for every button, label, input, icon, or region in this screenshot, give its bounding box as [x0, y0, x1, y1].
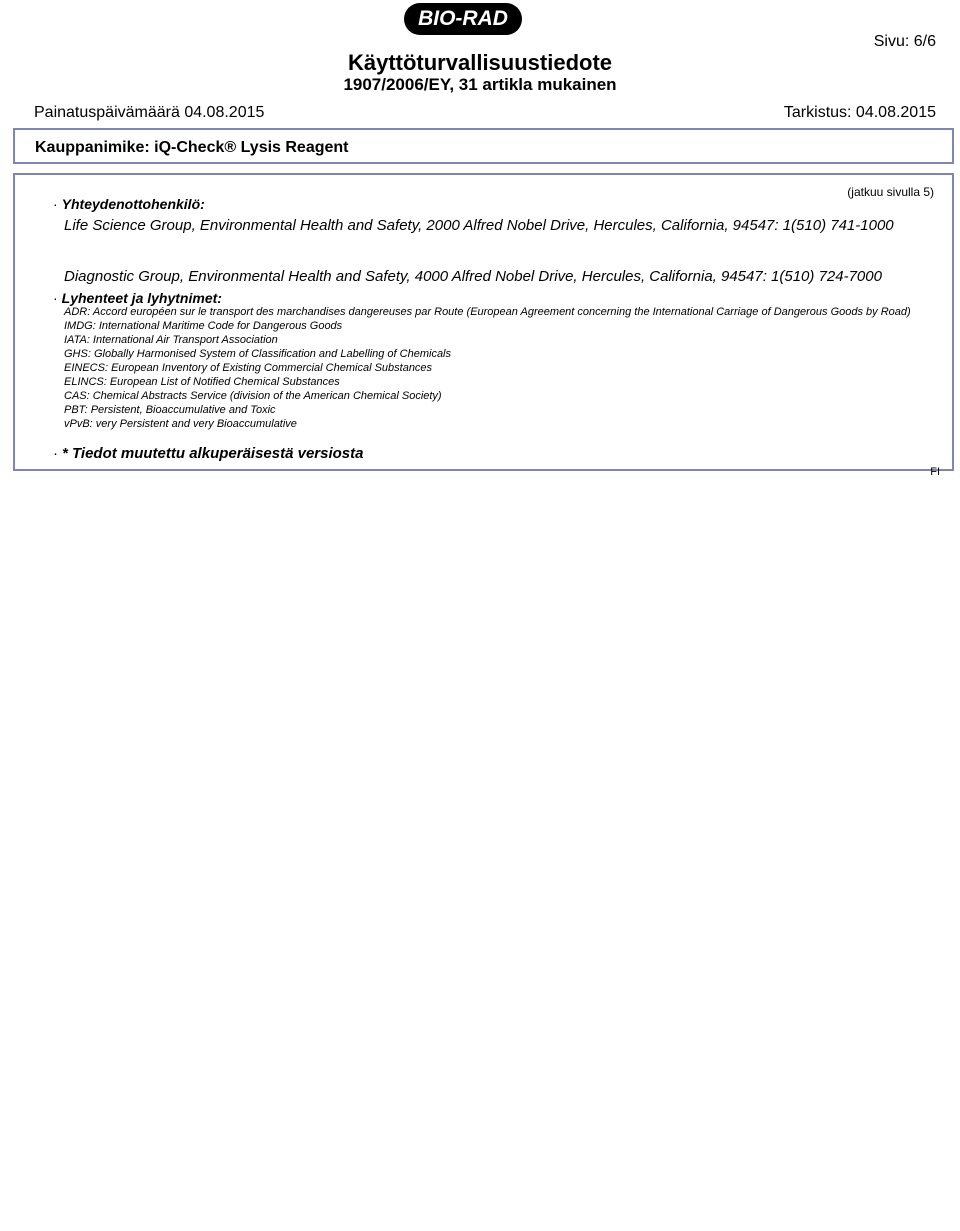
contact-life-science: Life Science Group, Environmental Health and Safety, 2000 Alfred Nobel Drive, Hercules, California, 94547: 1(510) 741-1000: [64, 217, 894, 234]
contact-heading: [53, 196, 205, 212]
bullet-dot: ·: [53, 445, 58, 462]
abbreviation-item: IMDG: International Maritime Code for Dangerous Goods: [64, 320, 343, 332]
changed-note: [53, 445, 364, 462]
abbreviation-item: IATA: International Air Transport Association: [64, 334, 278, 346]
product-name-box: [13, 128, 954, 164]
bullet-dot: ·: [53, 196, 58, 212]
abbreviation-item: GHS: Globally Harmonised System of Classification and Labelling of Chemicals: [64, 348, 452, 360]
document-title: Käyttöturvallisuustiedote: [347, 50, 613, 75]
abbreviations-heading: [53, 290, 222, 306]
continued-note: (jatkuu sivulla 5): [847, 185, 934, 199]
product-name: Kauppanimike: iQ-Check® Lysis Reagent: [35, 139, 349, 156]
content-box: [13, 173, 954, 471]
print-date: Painatuspäivämäärä 04.08.2015: [34, 104, 265, 121]
abbreviation-item: EINECS: European Inventory of Existing Commercial Chemical Substances: [64, 362, 433, 374]
bio-rad-logo: [404, 3, 522, 35]
abbreviation-item: vPvB: very Persistent and very Bioaccumulative: [64, 418, 297, 430]
abbreviation-item: PBT: Persistent, Bioaccumulative and Toxic: [64, 404, 276, 416]
logo-text: BIO-RAD: [418, 7, 508, 30]
document-subtitle: 1907/2006/EY, 31 artikla mukainen: [343, 75, 617, 94]
page-number: Sivu: 6/6: [873, 33, 936, 50]
abbreviation-item: CAS: Chemical Abstracts Service (division of the American Chemical Society): [64, 390, 442, 402]
contact-heading-text: Yhteydenottohenkilö:: [61, 196, 205, 212]
contact-diagnostic: Diagnostic Group, Environmental Health and Safety, 4000 Alfred Nobel Drive, Hercules, California, 94547: 1(510) 724-7000: [64, 268, 882, 285]
abbreviation-item: ADR: Accord européen sur le transport des marchandises dangereuses par Route (European Agreement concerning the International Carriage of Dangerous Goods by Road): [64, 306, 911, 318]
revision-date: Tarkistus: 04.08.2015: [783, 104, 936, 121]
language-code: FI: [930, 466, 940, 478]
abbreviation-item: ELINCS: European List of Notified Chemical Substances: [64, 376, 340, 388]
bullet-dot: ·: [53, 290, 58, 306]
abbreviations-heading-text: Lyhenteet ja lyhytnimet:: [61, 290, 222, 306]
abbreviations-list: [64, 305, 940, 431]
changed-note-text: * Tiedot muutettu alkuperäisestä versiosta: [62, 445, 364, 462]
